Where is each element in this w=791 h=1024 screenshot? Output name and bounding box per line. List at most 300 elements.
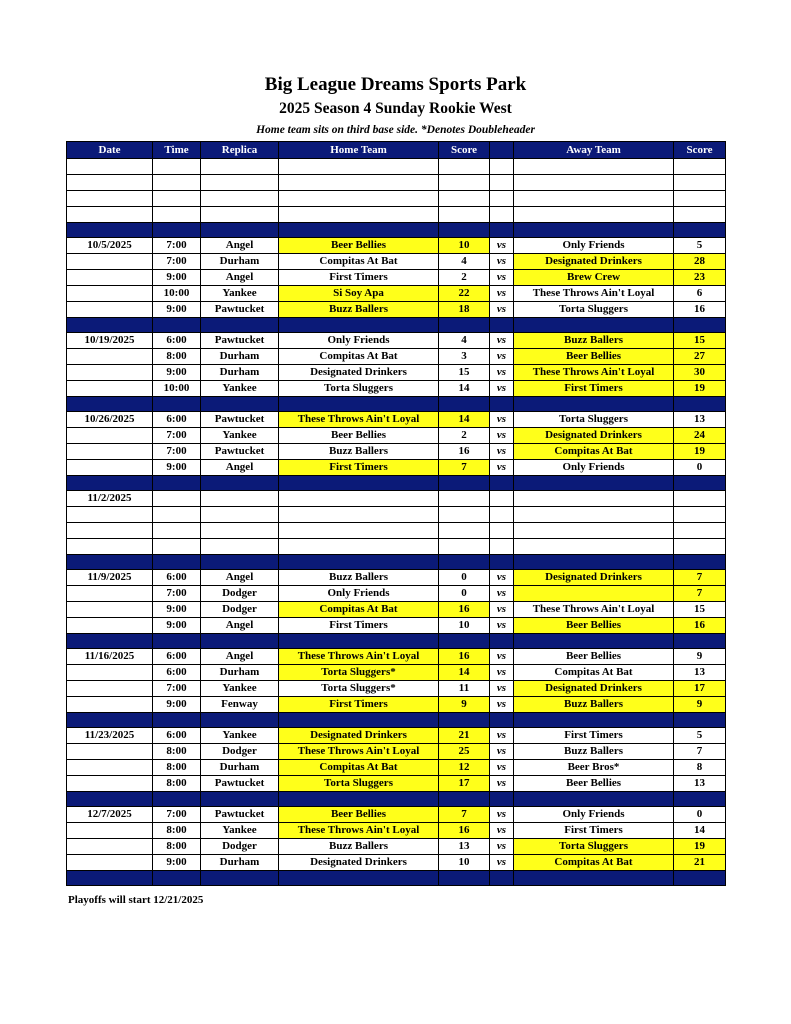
empty-cell — [279, 523, 439, 539]
home-team-cell: Compitas At Bat — [279, 602, 439, 618]
empty-cell — [490, 539, 514, 555]
empty-cell — [514, 491, 674, 507]
away-score-cell: 28 — [674, 254, 726, 270]
band-cell — [514, 713, 674, 728]
home-team-cell: Designated Drinkers — [279, 728, 439, 744]
replica-cell: Dodger — [201, 586, 279, 602]
game-row — [67, 381, 726, 397]
col-date-header: Date — [67, 142, 153, 159]
game-row — [67, 254, 726, 270]
home-team-cell: First Timers — [279, 460, 439, 476]
replica-cell: Durham — [201, 855, 279, 871]
time-cell: 8:00 — [153, 760, 201, 776]
time-cell: 10:00 — [153, 381, 201, 397]
away-team-cell: Only Friends — [514, 460, 674, 476]
home-team-cell: Torta Sluggers — [279, 381, 439, 397]
game-row — [67, 681, 726, 697]
empty-cell — [201, 207, 279, 223]
band-cell — [279, 713, 439, 728]
replica-cell: Durham — [201, 760, 279, 776]
home-score-cell: 14 — [439, 412, 490, 428]
page-subtitle: 2025 Season 4 Sunday Rookie West — [279, 100, 512, 117]
col-replica-header: Replica — [201, 142, 279, 159]
home-team-cell: Buzz Ballers — [279, 444, 439, 460]
band-cell — [67, 792, 153, 807]
vs-cell: vs — [490, 681, 514, 697]
band-cell — [514, 318, 674, 333]
band-cell — [67, 871, 153, 886]
vs-cell: vs — [490, 839, 514, 855]
replica-cell: Pawtucket — [201, 444, 279, 460]
empty-cell — [201, 191, 279, 207]
home-team-cell: Buzz Ballers — [279, 302, 439, 318]
band-cell — [439, 555, 490, 570]
header-row — [67, 142, 726, 159]
band-cell — [67, 223, 153, 238]
band-cell — [153, 713, 201, 728]
separator-band — [67, 555, 726, 570]
replica-cell: Angel — [201, 460, 279, 476]
vs-cell: vs — [490, 807, 514, 823]
separator-band — [67, 713, 726, 728]
empty-cell — [439, 507, 490, 523]
away-team-cell: Buzz Ballers — [514, 744, 674, 760]
empty-row — [67, 207, 726, 223]
game-row — [67, 744, 726, 760]
empty-cell — [490, 175, 514, 191]
empty-cell — [153, 507, 201, 523]
empty-cell — [514, 159, 674, 175]
away-score-cell: 19 — [674, 381, 726, 397]
band-cell — [201, 871, 279, 886]
band-cell — [439, 871, 490, 886]
page-title: Big League Dreams Sports Park — [264, 74, 527, 95]
home-team-cell: Torta Sluggers* — [279, 665, 439, 681]
empty-row — [67, 539, 726, 555]
empty-row — [67, 175, 726, 191]
empty-cell — [279, 207, 439, 223]
empty-cell — [153, 491, 201, 507]
game-row — [67, 618, 726, 634]
empty-cell — [439, 523, 490, 539]
away-score-cell: 8 — [674, 760, 726, 776]
date-cell — [67, 191, 153, 207]
game-row — [67, 444, 726, 460]
home-score-cell: 4 — [439, 254, 490, 270]
home-team-cell: Si Soy Apa — [279, 286, 439, 302]
game-row — [67, 665, 726, 681]
away-score-cell: 0 — [674, 807, 726, 823]
away-score-cell: 7 — [674, 586, 726, 602]
schedule-body — [67, 159, 726, 886]
empty-row — [67, 159, 726, 175]
away-score-cell: 14 — [674, 823, 726, 839]
vs-cell: vs — [490, 460, 514, 476]
empty-cell — [674, 491, 726, 507]
home-team-cell: Beer Bellies — [279, 238, 439, 254]
away-team-cell: Only Friends — [514, 238, 674, 254]
col-home-team-header: Home Team — [279, 142, 439, 159]
empty-cell — [514, 175, 674, 191]
game-row — [67, 728, 726, 744]
empty-cell — [153, 159, 201, 175]
away-team-cell: Beer Bellies — [514, 349, 674, 365]
date-cell — [67, 175, 153, 191]
time-cell: 9:00 — [153, 602, 201, 618]
home-team-cell: Only Friends — [279, 586, 439, 602]
date-cell — [67, 460, 153, 476]
replica-cell: Yankee — [201, 681, 279, 697]
col-away-score-header: Score — [674, 142, 726, 159]
empty-cell — [279, 491, 439, 507]
date-cell — [67, 602, 153, 618]
band-cell — [67, 397, 153, 412]
vs-cell: vs — [490, 333, 514, 349]
home-score-cell: 9 — [439, 697, 490, 713]
vs-cell: vs — [490, 302, 514, 318]
date-cell — [67, 444, 153, 460]
band-cell — [153, 634, 201, 649]
empty-cell — [674, 539, 726, 555]
band-cell — [490, 223, 514, 238]
away-team-cell — [514, 586, 674, 602]
band-cell — [490, 318, 514, 333]
band-cell — [514, 476, 674, 491]
away-team-cell: First Timers — [514, 823, 674, 839]
separator-band — [67, 871, 726, 886]
time-cell: 6:00 — [153, 412, 201, 428]
date-cell: 10/19/2025 — [67, 333, 153, 349]
empty-row — [67, 507, 726, 523]
vs-cell: vs — [490, 286, 514, 302]
band-cell — [279, 397, 439, 412]
band-cell — [439, 476, 490, 491]
band-cell — [153, 555, 201, 570]
away-team-cell: First Timers — [514, 381, 674, 397]
game-row — [67, 460, 726, 476]
replica-cell: Durham — [201, 365, 279, 381]
time-cell: 10:00 — [153, 286, 201, 302]
date-cell — [67, 270, 153, 286]
empty-cell — [201, 175, 279, 191]
empty-cell — [279, 539, 439, 555]
schedule-note: Home team sits on third base side. *Denotes Doubleheader — [256, 124, 535, 136]
home-score-cell: 10 — [439, 855, 490, 871]
time-cell: 6:00 — [153, 649, 201, 665]
empty-cell — [201, 507, 279, 523]
empty-cell — [674, 175, 726, 191]
away-team-cell: Buzz Ballers — [514, 697, 674, 713]
home-team-cell: Compitas At Bat — [279, 349, 439, 365]
away-score-cell: 13 — [674, 665, 726, 681]
vs-cell: vs — [490, 428, 514, 444]
replica-cell: Yankee — [201, 728, 279, 744]
time-cell: 6:00 — [153, 728, 201, 744]
empty-row — [67, 523, 726, 539]
replica-cell: Pawtucket — [201, 333, 279, 349]
away-team-cell: Brew Crew — [514, 270, 674, 286]
replica-cell: Fenway — [201, 697, 279, 713]
vs-cell: vs — [490, 365, 514, 381]
date-cell — [67, 776, 153, 792]
home-score-cell: 15 — [439, 365, 490, 381]
game-row — [67, 823, 726, 839]
replica-cell: Yankee — [201, 381, 279, 397]
time-cell: 7:00 — [153, 807, 201, 823]
band-cell — [153, 476, 201, 491]
away-score-cell: 21 — [674, 855, 726, 871]
band-cell — [67, 713, 153, 728]
time-cell: 9:00 — [153, 855, 201, 871]
empty-cell — [490, 507, 514, 523]
empty-cell — [490, 191, 514, 207]
empty-cell — [201, 491, 279, 507]
time-cell: 9:00 — [153, 460, 201, 476]
date-cell: 12/7/2025 — [67, 807, 153, 823]
band-cell — [514, 792, 674, 807]
date-cell: 11/23/2025 — [67, 728, 153, 744]
time-cell: 8:00 — [153, 823, 201, 839]
away-score-cell: 9 — [674, 649, 726, 665]
away-score-cell: 19 — [674, 444, 726, 460]
home-team-cell: Compitas At Bat — [279, 254, 439, 270]
away-team-cell: Designated Drinkers — [514, 428, 674, 444]
band-cell — [67, 476, 153, 491]
home-score-cell: 25 — [439, 744, 490, 760]
vs-cell: vs — [490, 618, 514, 634]
away-team-cell: Designated Drinkers — [514, 681, 674, 697]
vs-cell: vs — [490, 665, 514, 681]
away-score-cell: 16 — [674, 618, 726, 634]
vs-cell: vs — [490, 823, 514, 839]
date-cell — [67, 523, 153, 539]
replica-cell: Durham — [201, 254, 279, 270]
band-cell — [439, 318, 490, 333]
band-cell — [201, 555, 279, 570]
time-cell: 7:00 — [153, 254, 201, 270]
vs-cell: vs — [490, 586, 514, 602]
empty-cell — [490, 491, 514, 507]
date-cell: 10/26/2025 — [67, 412, 153, 428]
home-score-cell: 10 — [439, 238, 490, 254]
home-score-cell: 7 — [439, 807, 490, 823]
date-cell — [67, 681, 153, 697]
vs-cell: vs — [490, 760, 514, 776]
vs-cell: vs — [490, 602, 514, 618]
replica-cell: Angel — [201, 570, 279, 586]
game-row — [67, 760, 726, 776]
empty-cell — [514, 207, 674, 223]
game-row — [67, 855, 726, 871]
time-cell: 8:00 — [153, 839, 201, 855]
time-cell: 9:00 — [153, 270, 201, 286]
band-cell — [490, 397, 514, 412]
col-home-score-header: Score — [439, 142, 490, 159]
band-cell — [153, 318, 201, 333]
home-score-cell: 13 — [439, 839, 490, 855]
vs-cell: vs — [490, 744, 514, 760]
vs-cell: vs — [490, 254, 514, 270]
date-cell — [67, 286, 153, 302]
band-cell — [279, 318, 439, 333]
empty-cell — [279, 507, 439, 523]
away-team-cell: Designated Drinkers — [514, 254, 674, 270]
replica-cell: Dodger — [201, 602, 279, 618]
away-team-cell: Beer Bellies — [514, 618, 674, 634]
game-row — [67, 602, 726, 618]
separator-band — [67, 476, 726, 491]
home-score-cell: 16 — [439, 649, 490, 665]
date-cell: 10/5/2025 — [67, 238, 153, 254]
band-cell — [514, 555, 674, 570]
game-row — [67, 649, 726, 665]
band-cell — [490, 555, 514, 570]
home-team-cell: Beer Bellies — [279, 807, 439, 823]
empty-cell — [153, 175, 201, 191]
date-row — [67, 491, 726, 507]
band-cell — [674, 555, 726, 570]
vs-cell: vs — [490, 444, 514, 460]
band-cell — [439, 223, 490, 238]
band-cell — [514, 397, 674, 412]
playoffs-note: Playoffs will start 12/21/2025 — [68, 894, 204, 906]
date-cell — [67, 586, 153, 602]
band-cell — [67, 318, 153, 333]
col-away-team-header: Away Team — [514, 142, 674, 159]
band-cell — [279, 792, 439, 807]
home-team-cell: Buzz Ballers — [279, 839, 439, 855]
away-score-cell: 30 — [674, 365, 726, 381]
empty-cell — [514, 539, 674, 555]
separator-band — [67, 223, 726, 238]
home-team-cell: First Timers — [279, 270, 439, 286]
replica-cell: Yankee — [201, 286, 279, 302]
empty-cell — [674, 523, 726, 539]
home-score-cell: 18 — [439, 302, 490, 318]
game-row — [67, 333, 726, 349]
band-cell — [67, 634, 153, 649]
time-cell: 9:00 — [153, 365, 201, 381]
empty-cell — [153, 191, 201, 207]
home-score-cell: 12 — [439, 760, 490, 776]
game-row — [67, 238, 726, 254]
vs-cell: vs — [490, 697, 514, 713]
time-cell: 6:00 — [153, 665, 201, 681]
band-cell — [279, 476, 439, 491]
band-cell — [153, 871, 201, 886]
away-score-cell: 19 — [674, 839, 726, 855]
empty-cell — [514, 191, 674, 207]
home-team-cell: Compitas At Bat — [279, 760, 439, 776]
away-score-cell: 17 — [674, 681, 726, 697]
empty-cell — [279, 159, 439, 175]
empty-cell — [514, 507, 674, 523]
away-team-cell: Beer Bros* — [514, 760, 674, 776]
date-cell — [67, 507, 153, 523]
away-team-cell: Torta Sluggers — [514, 302, 674, 318]
home-score-cell: 22 — [439, 286, 490, 302]
time-cell: 6:00 — [153, 570, 201, 586]
band-cell — [490, 713, 514, 728]
separator-band — [67, 318, 726, 333]
home-score-cell: 7 — [439, 460, 490, 476]
date-cell: 11/9/2025 — [67, 570, 153, 586]
home-team-cell: Torta Sluggers — [279, 776, 439, 792]
game-row — [67, 302, 726, 318]
game-row — [67, 586, 726, 602]
game-row — [67, 776, 726, 792]
separator-band — [67, 397, 726, 412]
band-cell — [439, 397, 490, 412]
empty-cell — [439, 191, 490, 207]
game-row — [67, 412, 726, 428]
empty-cell — [201, 539, 279, 555]
game-row — [67, 839, 726, 855]
away-team-cell: Torta Sluggers — [514, 839, 674, 855]
band-cell — [439, 792, 490, 807]
empty-cell — [674, 159, 726, 175]
empty-cell — [153, 523, 201, 539]
away-score-cell: 9 — [674, 697, 726, 713]
separator-band — [67, 634, 726, 649]
band-cell — [439, 634, 490, 649]
home-score-cell: 17 — [439, 776, 490, 792]
date-cell — [67, 254, 153, 270]
band-cell — [490, 871, 514, 886]
replica-cell: Pawtucket — [201, 807, 279, 823]
band-cell — [490, 476, 514, 491]
empty-cell — [490, 159, 514, 175]
date-cell — [67, 381, 153, 397]
away-score-cell: 13 — [674, 776, 726, 792]
home-score-cell: 2 — [439, 270, 490, 286]
band-cell — [674, 476, 726, 491]
time-cell: 7:00 — [153, 428, 201, 444]
col-time-header: Time — [153, 142, 201, 159]
time-cell: 7:00 — [153, 444, 201, 460]
home-team-cell: These Throws Ain't Loyal — [279, 744, 439, 760]
band-cell — [279, 223, 439, 238]
home-score-cell: 14 — [439, 381, 490, 397]
home-score-cell: 21 — [439, 728, 490, 744]
replica-cell: Angel — [201, 618, 279, 634]
date-cell — [67, 665, 153, 681]
game-row — [67, 270, 726, 286]
vs-cell: vs — [490, 270, 514, 286]
band-cell — [674, 792, 726, 807]
band-cell — [514, 634, 674, 649]
home-team-cell: Only Friends — [279, 333, 439, 349]
band-cell — [201, 792, 279, 807]
time-cell: 8:00 — [153, 776, 201, 792]
time-cell: 9:00 — [153, 302, 201, 318]
away-team-cell: Beer Bellies — [514, 649, 674, 665]
away-team-cell: First Timers — [514, 728, 674, 744]
date-cell — [67, 159, 153, 175]
empty-cell — [439, 159, 490, 175]
empty-cell — [674, 207, 726, 223]
away-team-cell: Compitas At Bat — [514, 665, 674, 681]
home-score-cell: 2 — [439, 428, 490, 444]
away-score-cell: 0 — [674, 460, 726, 476]
away-team-cell: These Throws Ain't Loyal — [514, 365, 674, 381]
away-team-cell: Only Friends — [514, 807, 674, 823]
vs-cell: vs — [490, 238, 514, 254]
band-cell — [490, 634, 514, 649]
away-score-cell: 24 — [674, 428, 726, 444]
band-cell — [279, 871, 439, 886]
away-team-cell: These Throws Ain't Loyal — [514, 286, 674, 302]
